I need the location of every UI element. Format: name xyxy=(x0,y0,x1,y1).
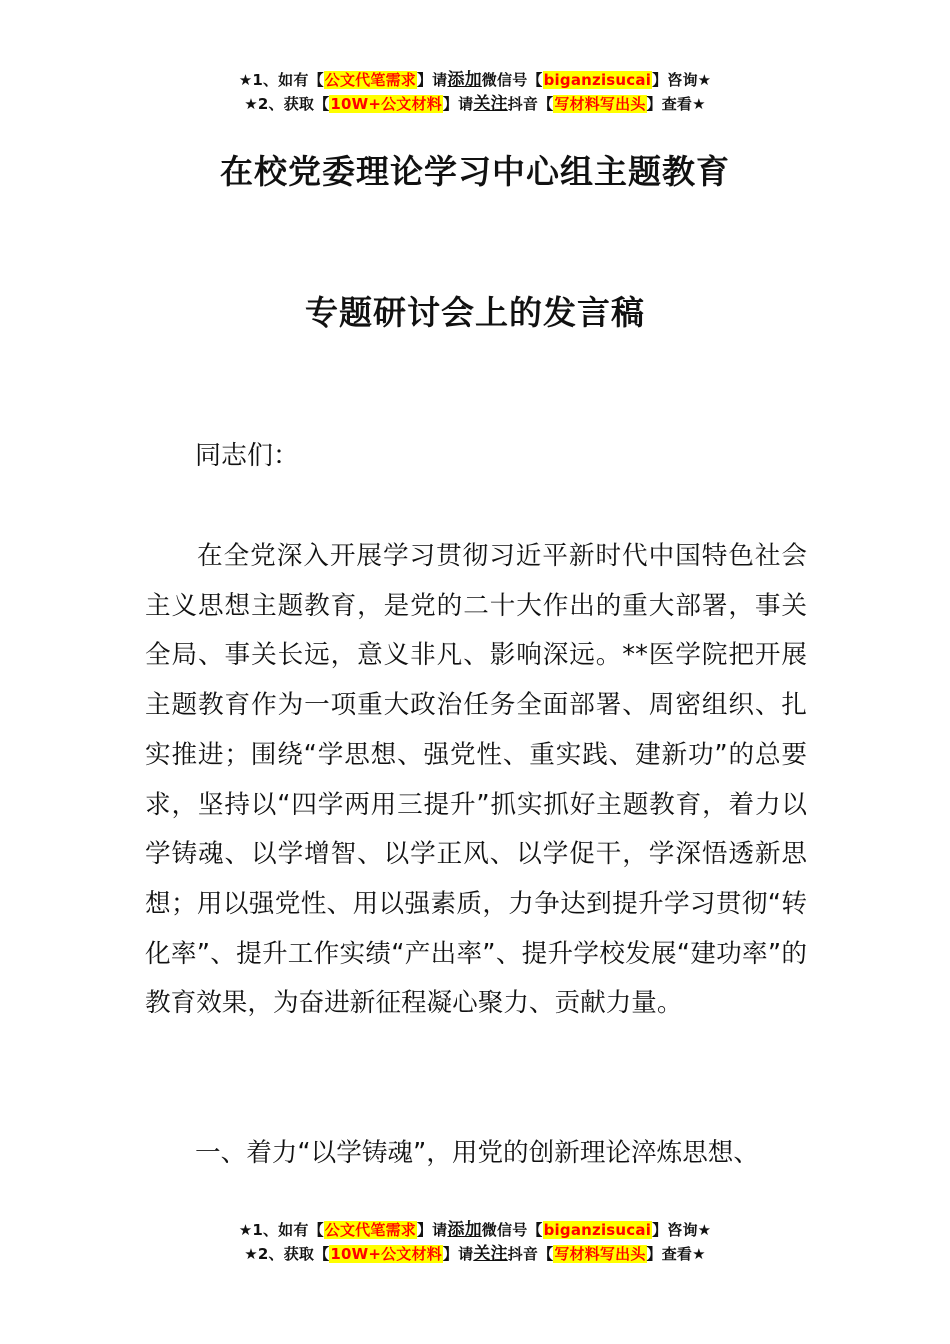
salutation: 同志们： xyxy=(195,441,300,471)
highlight-douyin-account: 写材料写出头 xyxy=(554,95,646,113)
emphasis-follow: 关注 xyxy=(473,1244,508,1264)
banner-text: 微信号【 xyxy=(481,1221,543,1239)
highlight-service: 公文代笔需求 xyxy=(324,71,416,89)
emphasis-follow: 关注 xyxy=(473,94,508,114)
banner-line-1 xyxy=(0,68,950,92)
banner-text: 】咨询★ xyxy=(652,1221,712,1239)
highlight-wechat-id: biganzisucai xyxy=(543,1221,652,1239)
banner-text: 】咨询★ xyxy=(652,71,712,89)
document-title-line-2: 专题研讨会上的发言稿 xyxy=(305,293,645,332)
banner-text: 抖音【 xyxy=(507,95,554,113)
body-paragraph: 在全党深入开展学习贯彻习近平新时代中国特色社会主义思想主题教育，是党的二十大作出的重大部署，事关全局、事关长远，意义非凡、影响深远。**医学院把开展主题教育作为一项重大政治任务全面部署、周密组织、扎实推进；围绕“学思想、强党性、重实践、建新功”的总要求，坚持以“四学两用三提升”抓实抓好主题教育，着力以学铸魂、以学增智、以学正风、以学促干，学深悟透新思想；用以强党性、用以强素质，力争达到提升学习贯彻“转化率”、提升工作实绩“产出率”、提升学校发展“建功率”的教育效果，为奋进新征程凝心聚力、贡献力量。 xyxy=(145,541,807,1019)
banner-text: 】请 xyxy=(442,95,474,113)
highlight-wechat-id: biganzisucai xyxy=(543,71,652,89)
banner-text: ★1、如有【 xyxy=(238,1221,324,1239)
banner-text: 抖音【 xyxy=(507,1245,554,1263)
header-banner xyxy=(0,68,950,116)
footer-banner xyxy=(0,1218,950,1266)
banner-text: 微信号【 xyxy=(481,71,543,89)
banner-text: ★2、获取【 xyxy=(244,95,330,113)
document-title-line-1: 在校党委理论学习中心组主题教育 xyxy=(220,152,730,191)
highlight-materials: 10W+公文材料 xyxy=(330,95,442,113)
emphasis-add: 添加 xyxy=(447,70,482,90)
banner-text: 】查看★ xyxy=(646,1245,706,1263)
banner-text: ★2、获取【 xyxy=(244,1245,330,1263)
banner-line-1 xyxy=(0,1218,950,1242)
banner-line-2 xyxy=(0,92,950,116)
banner-text: 】请 xyxy=(416,1221,448,1239)
highlight-service: 公文代笔需求 xyxy=(324,1221,416,1239)
banner-text: 】请 xyxy=(416,71,448,89)
banner-text: 】查看★ xyxy=(646,95,706,113)
emphasis-add: 添加 xyxy=(447,1220,482,1240)
highlight-douyin-account: 写材料写出头 xyxy=(554,1245,646,1263)
banner-text: ★1、如有【 xyxy=(238,71,324,89)
banner-text: 】请 xyxy=(442,1245,474,1263)
section-heading: 一、着力“以学铸魂”，用党的创新理论淬炼思想、 xyxy=(195,1138,759,1168)
banner-line-2 xyxy=(0,1242,950,1266)
highlight-materials: 10W+公文材料 xyxy=(330,1245,442,1263)
